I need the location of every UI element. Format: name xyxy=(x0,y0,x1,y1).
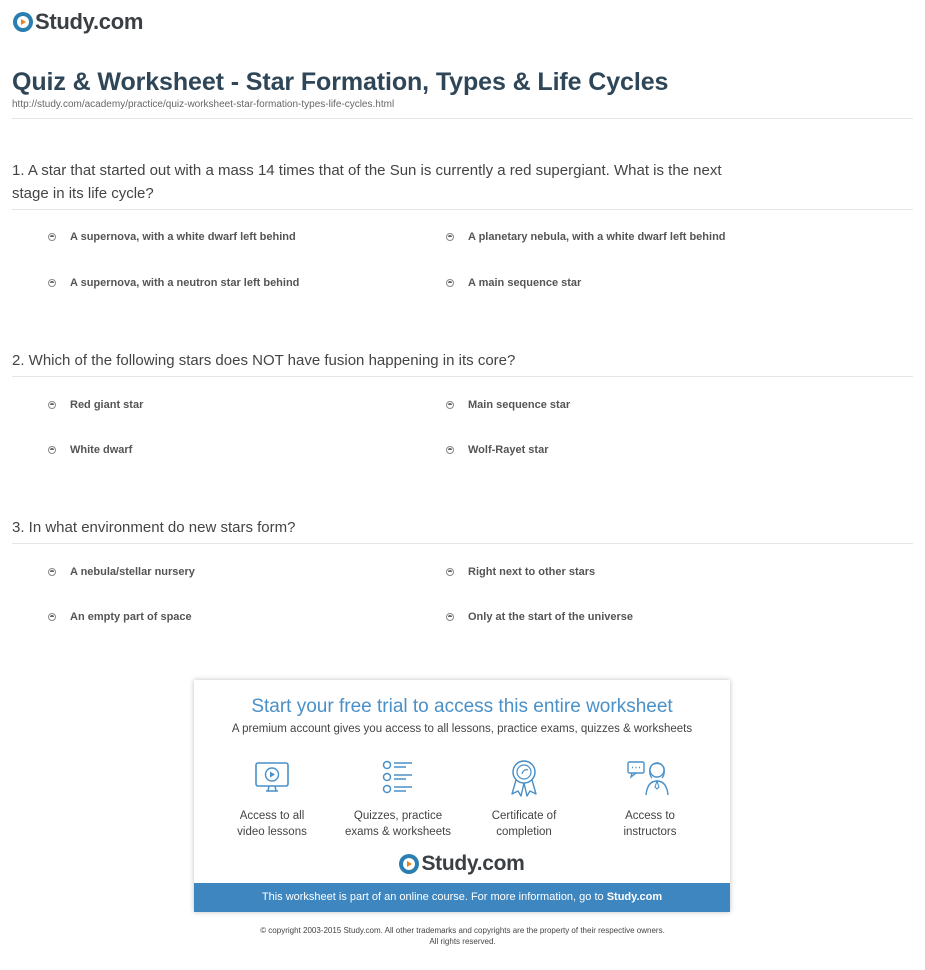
play-logo-icon xyxy=(13,12,33,32)
feature-label-line: Quizzes, practice xyxy=(353,810,443,822)
play-logo-icon xyxy=(399,854,419,874)
option-label: Main sequence star xyxy=(468,399,571,411)
q1-option-c[interactable] xyxy=(48,277,299,289)
radio-button[interactable] xyxy=(48,613,56,621)
option-label: An empty part of space xyxy=(70,611,192,623)
q3-option-a[interactable] xyxy=(48,566,195,578)
divider xyxy=(12,543,913,544)
option-label: A nebula/stellar nursery xyxy=(70,566,195,578)
radio-button[interactable] xyxy=(48,446,56,454)
feature-label-line: completion xyxy=(496,826,552,838)
option-label: Red giant star xyxy=(70,399,144,411)
promo-logo[interactable] xyxy=(194,852,730,876)
option-label: Wolf-Rayet star xyxy=(468,444,549,456)
option-label: Only at the start of the universe xyxy=(468,611,634,623)
question-2-text: 2. Which of the following stars does NOT have fusion happening in its core? xyxy=(12,352,516,369)
feature-certificate xyxy=(454,758,594,840)
course-info-bar[interactable] xyxy=(194,883,730,912)
quiz-list-icon xyxy=(378,758,418,798)
option-label: A supernova, with a white dwarf left behind xyxy=(70,231,296,243)
q2-option-d[interactable] xyxy=(446,444,548,456)
feature-label-line: Access to xyxy=(625,810,675,822)
promo-headline[interactable]: Start your free trial to access this entire worksheet xyxy=(251,696,673,717)
page-title: Quiz & Worksheet - Star Formation, Types & Life Cycles xyxy=(12,68,669,96)
option-label: A supernova, with a neutron star left behind xyxy=(70,277,300,289)
page-url: http://study.com/academy/practice/quiz-worksheet-star-formation-types-life-cycles.html xyxy=(12,99,395,110)
divider xyxy=(12,209,913,210)
feature-instructors xyxy=(580,758,720,840)
q3-option-d[interactable] xyxy=(446,611,633,623)
divider xyxy=(12,118,913,119)
feature-label-line: video lessons xyxy=(237,826,307,838)
question-1-text: 1. A star that started out with a mass 14 times that of the Sun is currently a red supergiant. What is the next stage in its life cycle? xyxy=(12,162,722,202)
feature-quizzes xyxy=(328,758,468,840)
feature-video-lessons xyxy=(202,758,342,840)
course-info-text: This worksheet is part of an online course. For more information, go to xyxy=(261,891,604,903)
q1-option-d[interactable] xyxy=(446,277,581,289)
promo-subheadline: A premium account gives you access to all lessons, practice exams, quizzes & worksheets xyxy=(231,723,693,735)
feature-label-line: exams & worksheets xyxy=(344,826,452,838)
site-logo[interactable] xyxy=(13,9,143,35)
q2-option-a[interactable] xyxy=(48,399,143,411)
option-label: White dwarf xyxy=(70,444,133,456)
radio-button[interactable] xyxy=(446,446,454,454)
copyright-line: © copyright 2003-2015 Study.com. All other trademarks and copyrights are the property of their respective owners. xyxy=(260,926,665,935)
copyright-line: All rights reserved. xyxy=(429,937,496,946)
instructor-icon xyxy=(626,758,674,798)
certificate-icon xyxy=(504,758,544,798)
study-link[interactable]: Study.com xyxy=(606,891,663,903)
radio-button[interactable] xyxy=(446,568,454,576)
radio-button[interactable] xyxy=(446,233,454,241)
radio-button[interactable] xyxy=(48,279,56,287)
video-lesson-icon xyxy=(252,758,292,798)
copyright xyxy=(0,925,925,947)
feature-label-line: instructors xyxy=(623,826,677,838)
option-label: A main sequence star xyxy=(468,277,582,289)
radio-button[interactable] xyxy=(446,279,454,287)
radio-button[interactable] xyxy=(48,568,56,576)
free-trial-promo[interactable] xyxy=(194,680,730,912)
question-3-text: 3. In what environment do new stars form? xyxy=(12,519,296,536)
feature-label-line: Certificate of xyxy=(491,810,557,822)
radio-button[interactable] xyxy=(48,401,56,409)
feature-label-line: Access to all xyxy=(239,810,305,822)
radio-button[interactable] xyxy=(446,401,454,409)
q1-option-b[interactable] xyxy=(446,231,726,243)
q2-option-c[interactable] xyxy=(48,444,132,456)
q3-option-b[interactable] xyxy=(446,566,595,578)
q3-option-c[interactable] xyxy=(48,611,192,623)
divider xyxy=(12,376,913,377)
logo-text: Study.com xyxy=(35,9,144,34)
logo-text: Study.com xyxy=(421,852,525,875)
radio-button[interactable] xyxy=(446,613,454,621)
option-label: A planetary nebula, with a white dwarf left behind xyxy=(468,231,726,243)
radio-button[interactable] xyxy=(48,233,56,241)
q1-option-a[interactable] xyxy=(48,231,296,243)
option-label: Right next to other stars xyxy=(468,566,596,578)
q2-option-b[interactable] xyxy=(446,399,570,411)
